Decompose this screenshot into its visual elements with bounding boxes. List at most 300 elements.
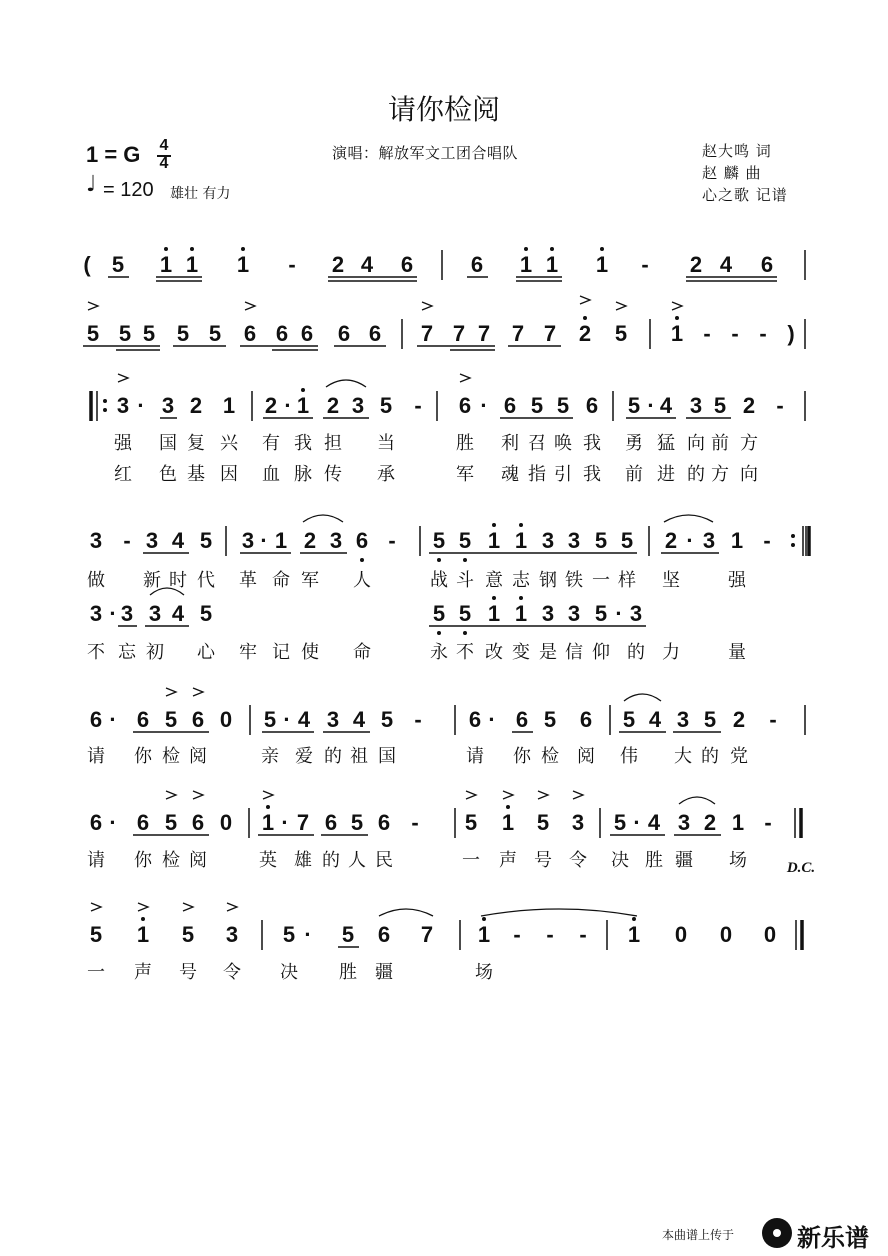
jianpu-note: 0 [719,922,733,947]
lyric-char: 决 [280,962,298,983]
jianpu-note: 5 [282,922,296,947]
dash-extension: - [776,393,784,418]
jianpu-note: 5 [118,321,132,346]
jianpu-note: 5 [208,321,222,346]
dot-extension: · [633,810,641,835]
lyric-char: 阅 [189,850,207,871]
high-octave-dot [675,316,679,320]
dot-extension: · [284,393,292,418]
accent-mark [245,302,255,310]
jianpu-note: 3 [677,810,691,835]
parenthesis: ( [83,252,91,277]
jianpu-note: 6 [368,321,382,346]
jianpu-note: 5 [89,922,103,947]
lyric-char: 战 [430,570,448,591]
jianpu-note: 6 [400,252,414,277]
lyric-char: 红 [114,464,132,485]
jianpu-note: 1 [159,252,173,277]
jianpu-note: 3 [702,528,716,553]
lyric-char: 力 [662,642,680,663]
jianpu-note: 7 [452,321,466,346]
dash-extension: - [703,321,711,346]
time-signature-bottom: 4 [159,155,169,172]
jianpu-note: 3 [567,528,581,553]
lyric-char: 复 [187,433,205,454]
jianpu-note: 1 [222,393,236,418]
jianpu-note: 5 [86,321,100,346]
jianpu-note: 3 [541,528,555,553]
lyric-char: 传 [324,464,342,485]
jianpu-note: 6 [585,393,599,418]
lyric-char: 军 [456,464,474,485]
jianpu-note: 6 [337,321,351,346]
lyric-char: 你 [513,746,531,767]
high-octave-dot [519,596,523,600]
lyric-char: 请 [87,746,105,767]
dot-extension: · [137,393,145,418]
jianpu-note: 6 [324,810,338,835]
accent-mark [88,302,98,310]
jianpu-note: 6 [579,707,593,732]
jianpu-note: 5 [263,707,277,732]
lyric-char: 的 [701,746,719,767]
repeat-dot [791,534,795,538]
lyric-char: 检 [162,746,180,767]
dot-extension: · [109,707,117,732]
jianpu-note: 1 [514,601,528,626]
lyric-char: 方 [711,464,729,485]
transcriber-credit: 心之歌 记谱 [702,186,788,204]
jianpu-note: 3 [571,810,585,835]
lyric-char: 我 [583,433,601,454]
lyric-char: 脉 [294,464,312,485]
time-signature-top: 4 [159,137,169,154]
lyric-char: 民 [375,850,393,871]
slur-arc [679,797,715,804]
jianpu-note: 2 [331,252,345,277]
lyric-char: 声 [499,850,517,871]
jianpu-note: 5 [622,707,636,732]
jianpu-note: 3 [541,601,555,626]
lyric-char: 请 [87,850,105,871]
lyric-char: 量 [728,642,746,663]
jianpu-note: 3 [241,528,255,553]
jianpu-note: 6 [191,707,205,732]
high-octave-dot [632,917,636,921]
lyric-char: 召 [528,433,546,454]
lyric-char: 唤 [554,433,572,454]
dot-extension: · [647,393,655,418]
dot-extension: · [281,810,289,835]
accent-mark [580,296,590,304]
jianpu-note: 2 [189,393,203,418]
dash-extension: - [579,922,587,947]
jianpu-note: 6 [243,321,257,346]
dash-extension: - [388,528,396,553]
jianpu-note: 4 [647,810,661,835]
jianpu-note: 5 [341,922,355,947]
accent-mark [422,302,432,310]
jianpu-note: 6 [503,393,517,418]
slur-arc [303,515,343,522]
jianpu-note: 5 [543,707,557,732]
lyric-char: 志 [512,570,530,591]
low-octave-dot [463,558,467,562]
lyric-char: 初 [146,642,164,663]
accent-mark [166,791,176,799]
lyric-char: 猛 [657,433,675,454]
lyric-char: 的 [687,464,705,485]
lyric-char: 国 [159,433,177,454]
jianpu-note: 6 [136,810,150,835]
lyric-char: 场 [729,850,747,871]
dash-extension: - [414,393,422,418]
jianpu-note: 6 [191,810,205,835]
jianpu-note: 1 [477,922,491,947]
lyric-char: 样 [618,570,636,591]
jianpu-note: 1 [261,810,275,835]
jianpu-note: 3 [145,528,159,553]
high-octave-dot [524,247,528,251]
lyric-char: 国 [378,746,396,767]
jianpu-note: 1 [185,252,199,277]
lyric-char: 忘 [118,642,136,663]
lyric-char: 兴 [220,433,238,454]
accent-mark [138,903,148,911]
jianpu-note: 2 [742,393,756,418]
jianpu-note: 5 [614,321,628,346]
lyric-char: 胜 [339,962,357,983]
lyric-char: 阅 [577,746,595,767]
lyricist-credit: 赵大鸣 词 [702,142,772,160]
lyric-char: 党 [730,746,748,767]
lyric-char: 祖 [350,746,368,767]
lyric-char: 利 [501,433,519,454]
jianpu-note: 1 [731,810,745,835]
jianpu-note: 5 [713,393,727,418]
low-octave-dot [437,631,441,635]
dot-extension: · [488,707,496,732]
lyric-char: 因 [220,464,238,485]
lyric-char: 疆 [675,850,693,871]
lyric-char: 检 [541,746,559,767]
jianpu-note: 1 [514,528,528,553]
jianpu-note: 1 [296,393,310,418]
lyric-char: 改 [485,642,503,663]
jianpu-note: 1 [487,601,501,626]
dash-extension: - [731,321,739,346]
jianpu-note: 2 [578,321,592,346]
lyric-char: 革 [239,570,257,591]
lyric-char: 仰 [592,642,610,663]
lyric-char: 的 [627,642,645,663]
jianpu-note: 4 [297,707,311,732]
jianpu-note: 5 [164,810,178,835]
jianpu-note: 5 [350,810,364,835]
lyric-char: 我 [583,464,601,485]
jianpu-note: 3 [676,707,690,732]
jianpu-note: 3 [120,601,134,626]
jianpu-note: 6 [470,252,484,277]
record-logo-icon [762,1218,792,1248]
lyric-char: 铁 [565,570,583,591]
jianpu-note: 6 [89,810,103,835]
high-octave-dot [141,917,145,921]
jianpu-note: 1 [519,252,533,277]
dash-extension: - [414,707,422,732]
jianpu-note: 6 [515,707,529,732]
jianpu-note: 7 [543,321,557,346]
jianpu-note: 3 [161,393,175,418]
high-octave-dot [164,247,168,251]
accent-mark [193,688,203,696]
lyric-char: 使 [301,642,319,663]
lyric-char: 号 [179,962,197,983]
jianpu-note: 1 [595,252,609,277]
lyric-char: 爱 [295,746,313,767]
dash-extension: - [764,810,772,835]
jianpu-note: 4 [171,528,185,553]
lyric-char: 血 [262,464,280,485]
high-octave-dot [519,523,523,527]
jianpu-note: 6 [468,707,482,732]
jianpu-note: 1 [274,528,288,553]
lyric-char: 不 [456,642,474,663]
accent-mark [503,791,513,799]
lyric-char: 号 [534,850,552,871]
slur-arc [379,909,433,916]
lyric-char: 代 [197,570,215,591]
jianpu-note: 2 [703,810,717,835]
jianpu-note: 4 [719,252,733,277]
lyric-char: 意 [485,570,503,591]
jianpu-note: 5 [464,810,478,835]
lyric-char: 一 [87,962,105,983]
lyric-char: 不 [87,642,105,663]
jianpu-note: 1 [136,922,150,947]
jianpu-note: 5 [432,601,446,626]
lyric-char: 你 [134,850,152,871]
jianpu-note: 5 [432,528,446,553]
lyric-char: 雄 [294,850,312,871]
high-octave-dot [190,247,194,251]
lyric-char: 魂 [501,464,519,485]
lyric-char: 检 [162,850,180,871]
accent-mark [227,903,237,911]
accent-mark [118,374,128,382]
tempo-description: 雄壮 有力 [170,186,231,202]
dot-extension: · [283,707,291,732]
accent-mark [183,903,193,911]
jianpu-note: 2 [664,528,678,553]
high-octave-dot [600,247,604,251]
lyric-char: 一 [462,850,480,871]
accent-mark [460,374,470,382]
lyric-char: 令 [223,962,241,983]
dash-extension: - [513,922,521,947]
lyric-char: 的 [324,746,342,767]
dot-extension: · [109,810,117,835]
jianpu-note: 7 [477,321,491,346]
lyric-char: 的 [322,850,340,871]
low-octave-dot [360,558,364,562]
jianpu-note: 5 [458,528,472,553]
lyric-char: 大 [674,746,692,767]
lyric-char: 前 [711,433,729,454]
slur-arc [664,515,713,522]
jianpu-note: 4 [352,707,366,732]
slur-arc [481,909,637,916]
high-octave-dot [301,388,305,392]
high-octave-dot [241,247,245,251]
jianpu-note: 6 [458,393,472,418]
lyric-char: 人 [348,850,366,871]
jianpu-note: 5 [181,922,195,947]
dot-extension: · [109,601,117,626]
jianpu-note: 0 [763,922,777,947]
dash-extension: - [763,528,771,553]
lyric-char: 阅 [189,746,207,767]
jianpu-note: 3 [351,393,365,418]
lyric-char: 向 [687,433,705,454]
footer-upload-text: 本曲谱上传于 [662,1228,735,1242]
accent-mark [166,688,176,696]
high-octave-dot [550,247,554,251]
jianpu-note: 3 [89,601,103,626]
jianpu-note: 3 [689,393,703,418]
lyric-char: 有 [262,433,280,454]
jianpu-note: 3 [326,707,340,732]
jianpu-note: 2 [303,528,317,553]
dot-extension: · [304,922,312,947]
low-octave-dot [463,631,467,635]
lyric-char: 胜 [645,850,663,871]
composer-credit: 赵 麟 曲 [702,164,762,182]
jianpu-note: 2 [264,393,278,418]
high-octave-dot [266,805,270,809]
lyric-char: 向 [740,464,758,485]
jianpu-note: 0 [219,810,233,835]
accent-mark [91,903,101,911]
key-signature: 1 = G [86,142,141,167]
lyric-char: 决 [611,850,629,871]
jianpu-note: 6 [89,707,103,732]
lyric-char: 强 [114,433,132,454]
lyric-char: 斗 [456,570,474,591]
jianpu-note: 6 [355,528,369,553]
lyric-char: 前 [625,464,643,485]
jianpu-note: 3 [89,528,103,553]
high-octave-dot [492,523,496,527]
accent-mark [616,302,626,310]
accent-mark [263,791,273,799]
lyric-char: 我 [294,433,312,454]
jianpu-note: 1 [730,528,744,553]
jianpu-note: 5 [458,601,472,626]
jianpu-note: 4 [360,252,374,277]
jianpu-note: 3 [225,922,239,947]
lyric-char: 亲 [261,746,279,767]
jianpu-note: 2 [689,252,703,277]
lyric-char: 承 [377,464,395,485]
jianpu-note: 1 [545,252,559,277]
lyric-char: 一 [592,570,610,591]
jianpu-note: 5 [620,528,634,553]
jianpu-note: 5 [594,528,608,553]
jianpu-note: 5 [199,528,213,553]
song-title: 请你检阅 [387,93,500,126]
repeat-dot [103,408,107,412]
jianpu-note: 3 [629,601,643,626]
jianpu-note: 5 [142,321,156,346]
lyric-char: 担 [324,433,342,454]
repeat-dot [791,543,795,547]
jianpu-note: 3 [116,393,130,418]
jianpu-note: 7 [511,321,525,346]
lyric-char: 信 [565,642,583,663]
jianpu-note: 6 [275,321,289,346]
jianpu-note: 1 [487,528,501,553]
lyric-char: 是 [539,642,557,663]
jianpu-note: 5 [613,810,627,835]
jianpu-note: 6 [377,922,391,947]
lyric-char: 记 [272,642,290,663]
high-octave-dot [506,805,510,809]
lyric-char: 钢 [539,570,557,591]
jianpu-note: 1 [501,810,515,835]
lyric-char: 指 [528,464,546,485]
lyric-char: 新 [143,570,161,591]
jianpu-note: 6 [377,810,391,835]
lyric-char: 引 [554,464,572,485]
jianpu-note: 5 [703,707,717,732]
jianpu-note: 6 [300,321,314,346]
lyric-char: 令 [569,850,587,871]
jianpu-note: 5 [627,393,641,418]
lyric-char: 变 [512,642,530,663]
jianpu-note: 1 [670,321,684,346]
lyric-char: 疆 [375,962,393,983]
dot-extension: · [260,528,268,553]
performer: 演唱：解放军文工团合唱队 [332,144,519,162]
lyric-char: 当 [377,433,395,454]
jianpu-note: 4 [171,601,185,626]
jianpu-note: 0 [674,922,688,947]
jianpu-note: 5 [556,393,570,418]
jianpu-note: 3 [567,601,581,626]
jianpu-note: 7 [296,810,310,835]
lyric-char: 进 [657,464,675,485]
jianpu-note: 5 [594,601,608,626]
dash-extension: - [411,810,419,835]
lyric-char: 色 [159,464,177,485]
da-capo-mark: D.C. [786,860,816,876]
jianpu-note: 5 [164,707,178,732]
dot-extension: · [615,601,623,626]
lyric-char: 声 [134,962,152,983]
repeat-dot [103,399,107,403]
jianpu-note: 5 [379,393,393,418]
jianpu-note: 5 [199,601,213,626]
accent-mark [573,791,583,799]
lyric-char: 基 [187,464,205,485]
high-octave-dot [583,316,587,320]
jianpu-note: 4 [648,707,662,732]
accent-mark [538,791,548,799]
low-octave-dot [437,558,441,562]
jianpu-note: 5 [530,393,544,418]
lyric-char: 时 [169,570,187,591]
